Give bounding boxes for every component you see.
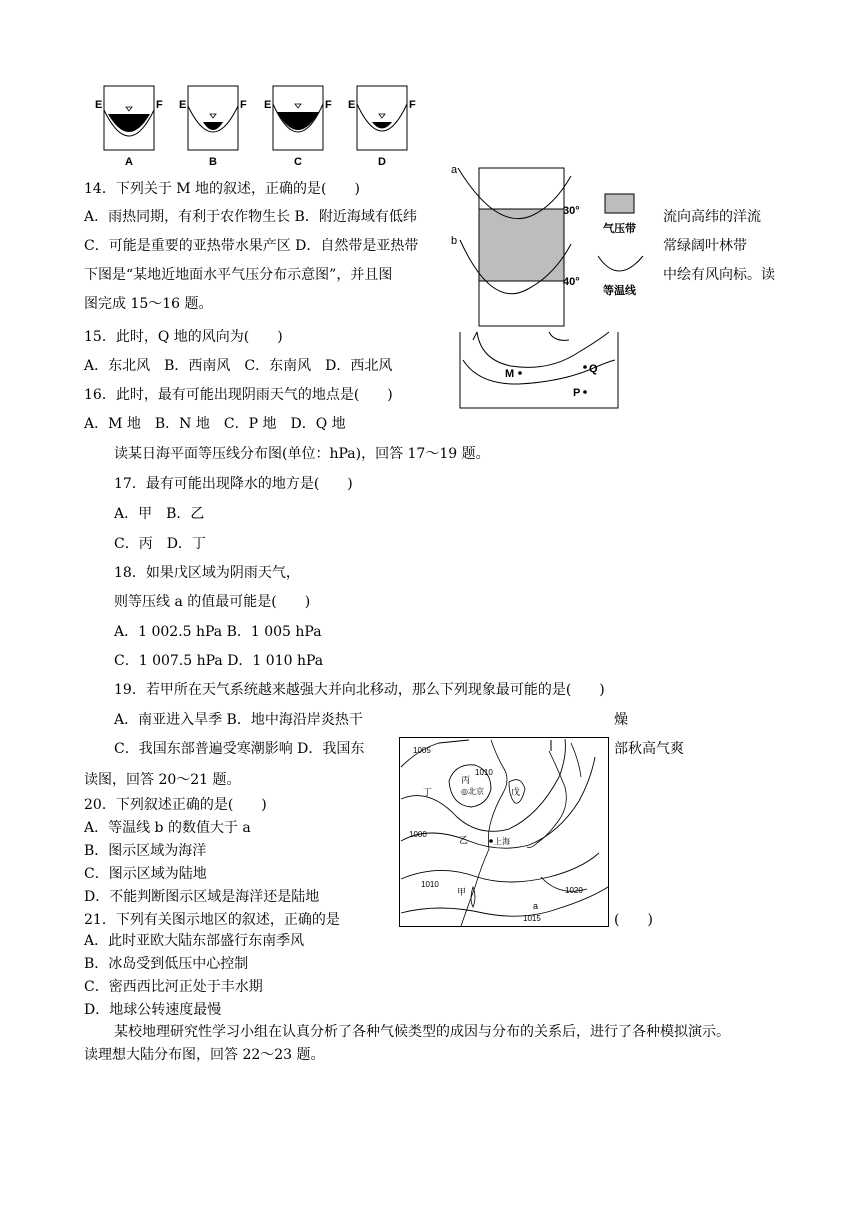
q17-options-ab: A．甲 B．乙 [114, 506, 205, 522]
section-d-label: D [378, 156, 386, 168]
q19-options-line2: C．我国东部普遍受寒潮影响 D．我国东 [114, 741, 365, 757]
q16-stem: 16．此时，最有可能出现阴雨天气的地点是( ) [84, 387, 393, 403]
intro-17-19: 读某日海平面等压线分布图(单位：hPa)，回答 17～19 题。 [114, 446, 490, 462]
section-a [95, 86, 163, 168]
q18-stem-2: 则等压线 a 的值最可能是( ) [114, 594, 311, 610]
pressure-belt-figure [446, 158, 666, 328]
section-a-edge-e: E [95, 99, 103, 111]
q14-options-line1: A．雨热同期，有利于农作物生长 B．附近海域有低纬 [84, 209, 417, 225]
q21-option-c: C．密西西比河正处于丰水期 [84, 979, 263, 995]
q20-option-d: D．不能判断图示区域是海洋还是陆地 [84, 889, 320, 905]
q14-options-line1-tail: 流向高纬的洋流 [663, 209, 761, 225]
section-a-label: A [125, 156, 133, 168]
q18-options-cd: C．1 007.5 hPa D．1 010 hPa [114, 653, 324, 669]
section-a-edge-f: F [156, 99, 163, 111]
q18-options-ab: A．1 002.5 hPa B．1 005 hPa [114, 624, 322, 640]
region-wu-label: 戊 [511, 787, 521, 797]
intro-15-16-line1-tail: 中绘有风向标。读 [663, 267, 775, 283]
q17-options-cd: C．丙 D．丁 [114, 536, 206, 552]
legend-belt-label: 气压带 [603, 223, 636, 235]
section-d-edge-e: E [348, 99, 356, 111]
q15-options: A．东北风 B．西南风 C．东南风 D．西北风 [84, 358, 393, 374]
section-c [264, 86, 332, 168]
isobar-1010-low-label: 1010 [421, 880, 439, 889]
q20-option-b: B．图示区域为海洋 [84, 843, 207, 859]
q21-option-b: B．冰岛受到低压中心控制 [84, 956, 249, 972]
q21-option-d: D．地球公转速度最慢 [84, 1002, 222, 1018]
curve-a-label: a [451, 164, 458, 176]
legend-belt-swatch [605, 194, 634, 213]
q19-stem: 19．若甲所在天气系统越来越强大并向北移动，那么下列现象最可能的是( ) [114, 682, 605, 698]
q19-options-line1-tail: 燥 [614, 712, 628, 728]
q21-option-a: A．此时亚欧大陆东部盛行东南季风 [84, 933, 305, 949]
isobar-map-figure [399, 737, 609, 927]
shanghai-label: 上海 [494, 837, 510, 846]
point-p-dot [583, 390, 587, 394]
q14-options-line2-tail: 常绿阔叶林带 [663, 238, 747, 254]
legend-isotherm-label: 等温线 [603, 285, 636, 297]
q19-options-line2-tail: 部秋高气爽 [614, 741, 684, 757]
point-p-label: P [573, 387, 581, 399]
q18-stem: 18．如果戊区域为阴雨天气， [114, 565, 300, 581]
q21-stem-bracket: ( ) [614, 912, 653, 928]
region-bing-label: 丙 [461, 775, 471, 785]
beijing-label: ◎北京 [461, 787, 484, 796]
point-q-label: Q [589, 363, 598, 375]
isobar-1020-label: 1020 [565, 886, 583, 895]
q17-stem: 17．最有可能出现降水的地方是( ) [114, 476, 353, 492]
q21-stem: 21．下列有关图示地区的叙述，正确的是 [84, 912, 340, 928]
q19-options-line1: A．南亚进入旱季 B．地中海沿岸炎热干 [114, 712, 363, 728]
region-jia-label: 甲 [457, 887, 467, 897]
intro-15-16-line2: 图完成 15～16 题。 [84, 296, 213, 312]
section-b-edge-e: E [179, 99, 187, 111]
isobar-1015-label: 1015 [523, 914, 541, 923]
section-c-edge-e: E [264, 99, 272, 111]
curve-b-label: b [451, 235, 458, 247]
section-b-edge-f: F [240, 99, 247, 111]
intro-22-23-line2: 读理想大陆分布图，回答 22～23 题。 [84, 1047, 325, 1063]
q16-options: A．M 地 B．N 地 C．P 地 D．Q 地 [84, 416, 346, 432]
section-b [179, 86, 247, 168]
point-q-dot [583, 365, 587, 369]
section-c-label: C [294, 156, 302, 168]
q20-option-a: A．等温线 b 的数值大于 a [84, 820, 251, 836]
point-m-label: M [505, 368, 515, 380]
section-d-edge-f: F [409, 99, 416, 111]
region-ding-label: 丁 [423, 787, 433, 797]
isobar-1005-label: 1005 [413, 746, 431, 755]
shanghai-dot [489, 839, 493, 843]
river-cross-sections [90, 80, 430, 170]
point-m-dot [518, 371, 522, 375]
section-d [348, 86, 416, 168]
latitude-30-label: 30° [563, 205, 580, 217]
q14-stem: 14．下列关于 M 地的叙述，正确的是( ) [84, 181, 360, 197]
section-b-label: B [209, 156, 217, 168]
latitude-40-label: 40° [563, 276, 580, 288]
q14-options-line2: C．可能是重要的亚热带水果产区 D．自然带是亚热带 [84, 238, 419, 254]
intro-22-23-line1: 某校地理研究性学习小组在认真分析了各种气候类型的成因与分布的关系后，进行了各种模拟演示。 [114, 1024, 730, 1040]
isobar-a-label: a [533, 901, 539, 911]
isobar-1000-label: 1000 [409, 830, 427, 839]
wind-map-figure [459, 330, 619, 410]
q20-stem: 20．下列叙述正确的是( ) [84, 797, 267, 813]
region-yi-label: 乙 [459, 835, 469, 845]
intro-20-21: 读图，回答 20～21 题。 [84, 772, 241, 788]
q15-stem: 15．此时，Q 地的风向为( ) [84, 329, 283, 345]
section-c-edge-f: F [325, 99, 332, 111]
isobar-1010-top-label: 1010 [475, 768, 493, 777]
intro-15-16-line1: 下图是“某地近地面水平气压分布示意图”，并且图 [84, 267, 393, 283]
q20-option-c: C．图示区域为陆地 [84, 866, 207, 882]
